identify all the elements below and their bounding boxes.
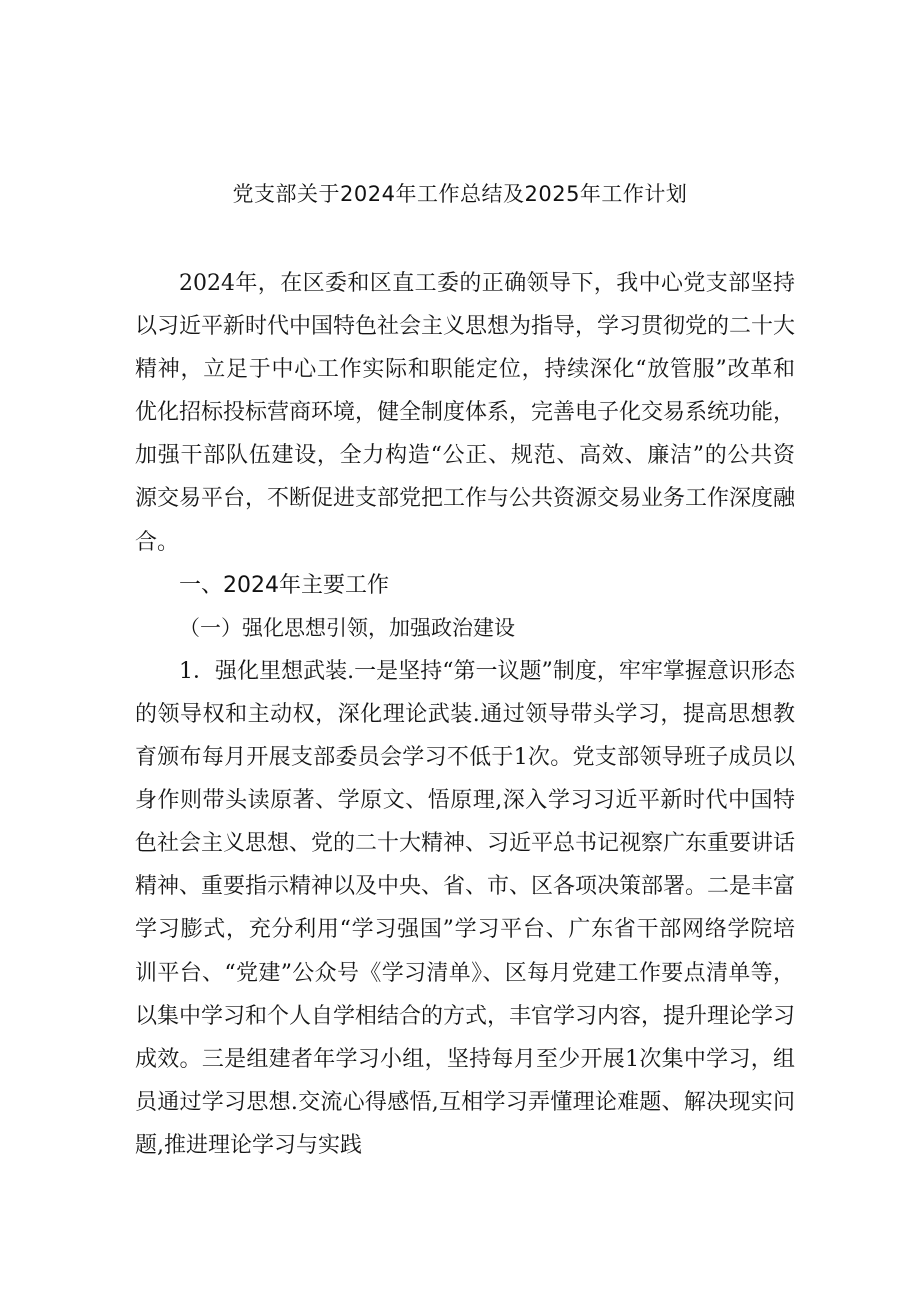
item-paragraph: 1．强化里想武装.一是坚持“第一议题”制度，牢牢掌握意识形态的领导权和主动权，深化理论武装.通过领导带头学习，提高思想教育颁布每月开展支部委员会学习不低于1次。党支部领导班子成员以身作则带头读原著、学原文、悟原理,深入学习习近平新时代中国特色社会主义思想、党的二十大精神、习近平总书记视察广东重要讲话精神、重要指示精神以及中央、省、市、区各项决策部署。二是丰富学习膨式，充分利用“学习强国”学习平台、广东省干部网络学院培训平台、“党建”公众号《学习清单》、区每月党建工作要点清单等，以集中学习和个人自学相结合的方式，丰官学习内容，提升理论学习成效。三是组建者年学习小组，坚持每月至少开展1次集中学习，组员通过学习思想.交流心得感悟,互相学习弄懂理论难题、解决现实问题,推进理论学习与实践 bbox=[135, 658, 796, 1158]
section-heading: 一、2024年主要工作 bbox=[179, 572, 389, 598]
document-body bbox=[135, 262, 795, 1167]
subsection-heading: （一）强化思想引领，加强政治建设 bbox=[179, 615, 515, 640]
document-title: 党支部关于2024年工作总结及2025年工作计划 bbox=[232, 182, 688, 206]
intro-paragraph: 2024年，在区委和区直工委的正确领导下，我中心党支部坚持以习近平新时代中国特色社会主义思想为指导，学习贯彻党的二十大精神，立足于中心工作实际和职能定位，持续深化“放管服”改革和优化招标投标营商环境，健全制度体系，完善电子化交易系统功能，加强干部队伍建设，全力构造“公正、规范、高效、廉洁”的公共资源交易平台，不断促进支部党把工作与公共资源交易业务工作深度融合。 bbox=[135, 271, 796, 555]
